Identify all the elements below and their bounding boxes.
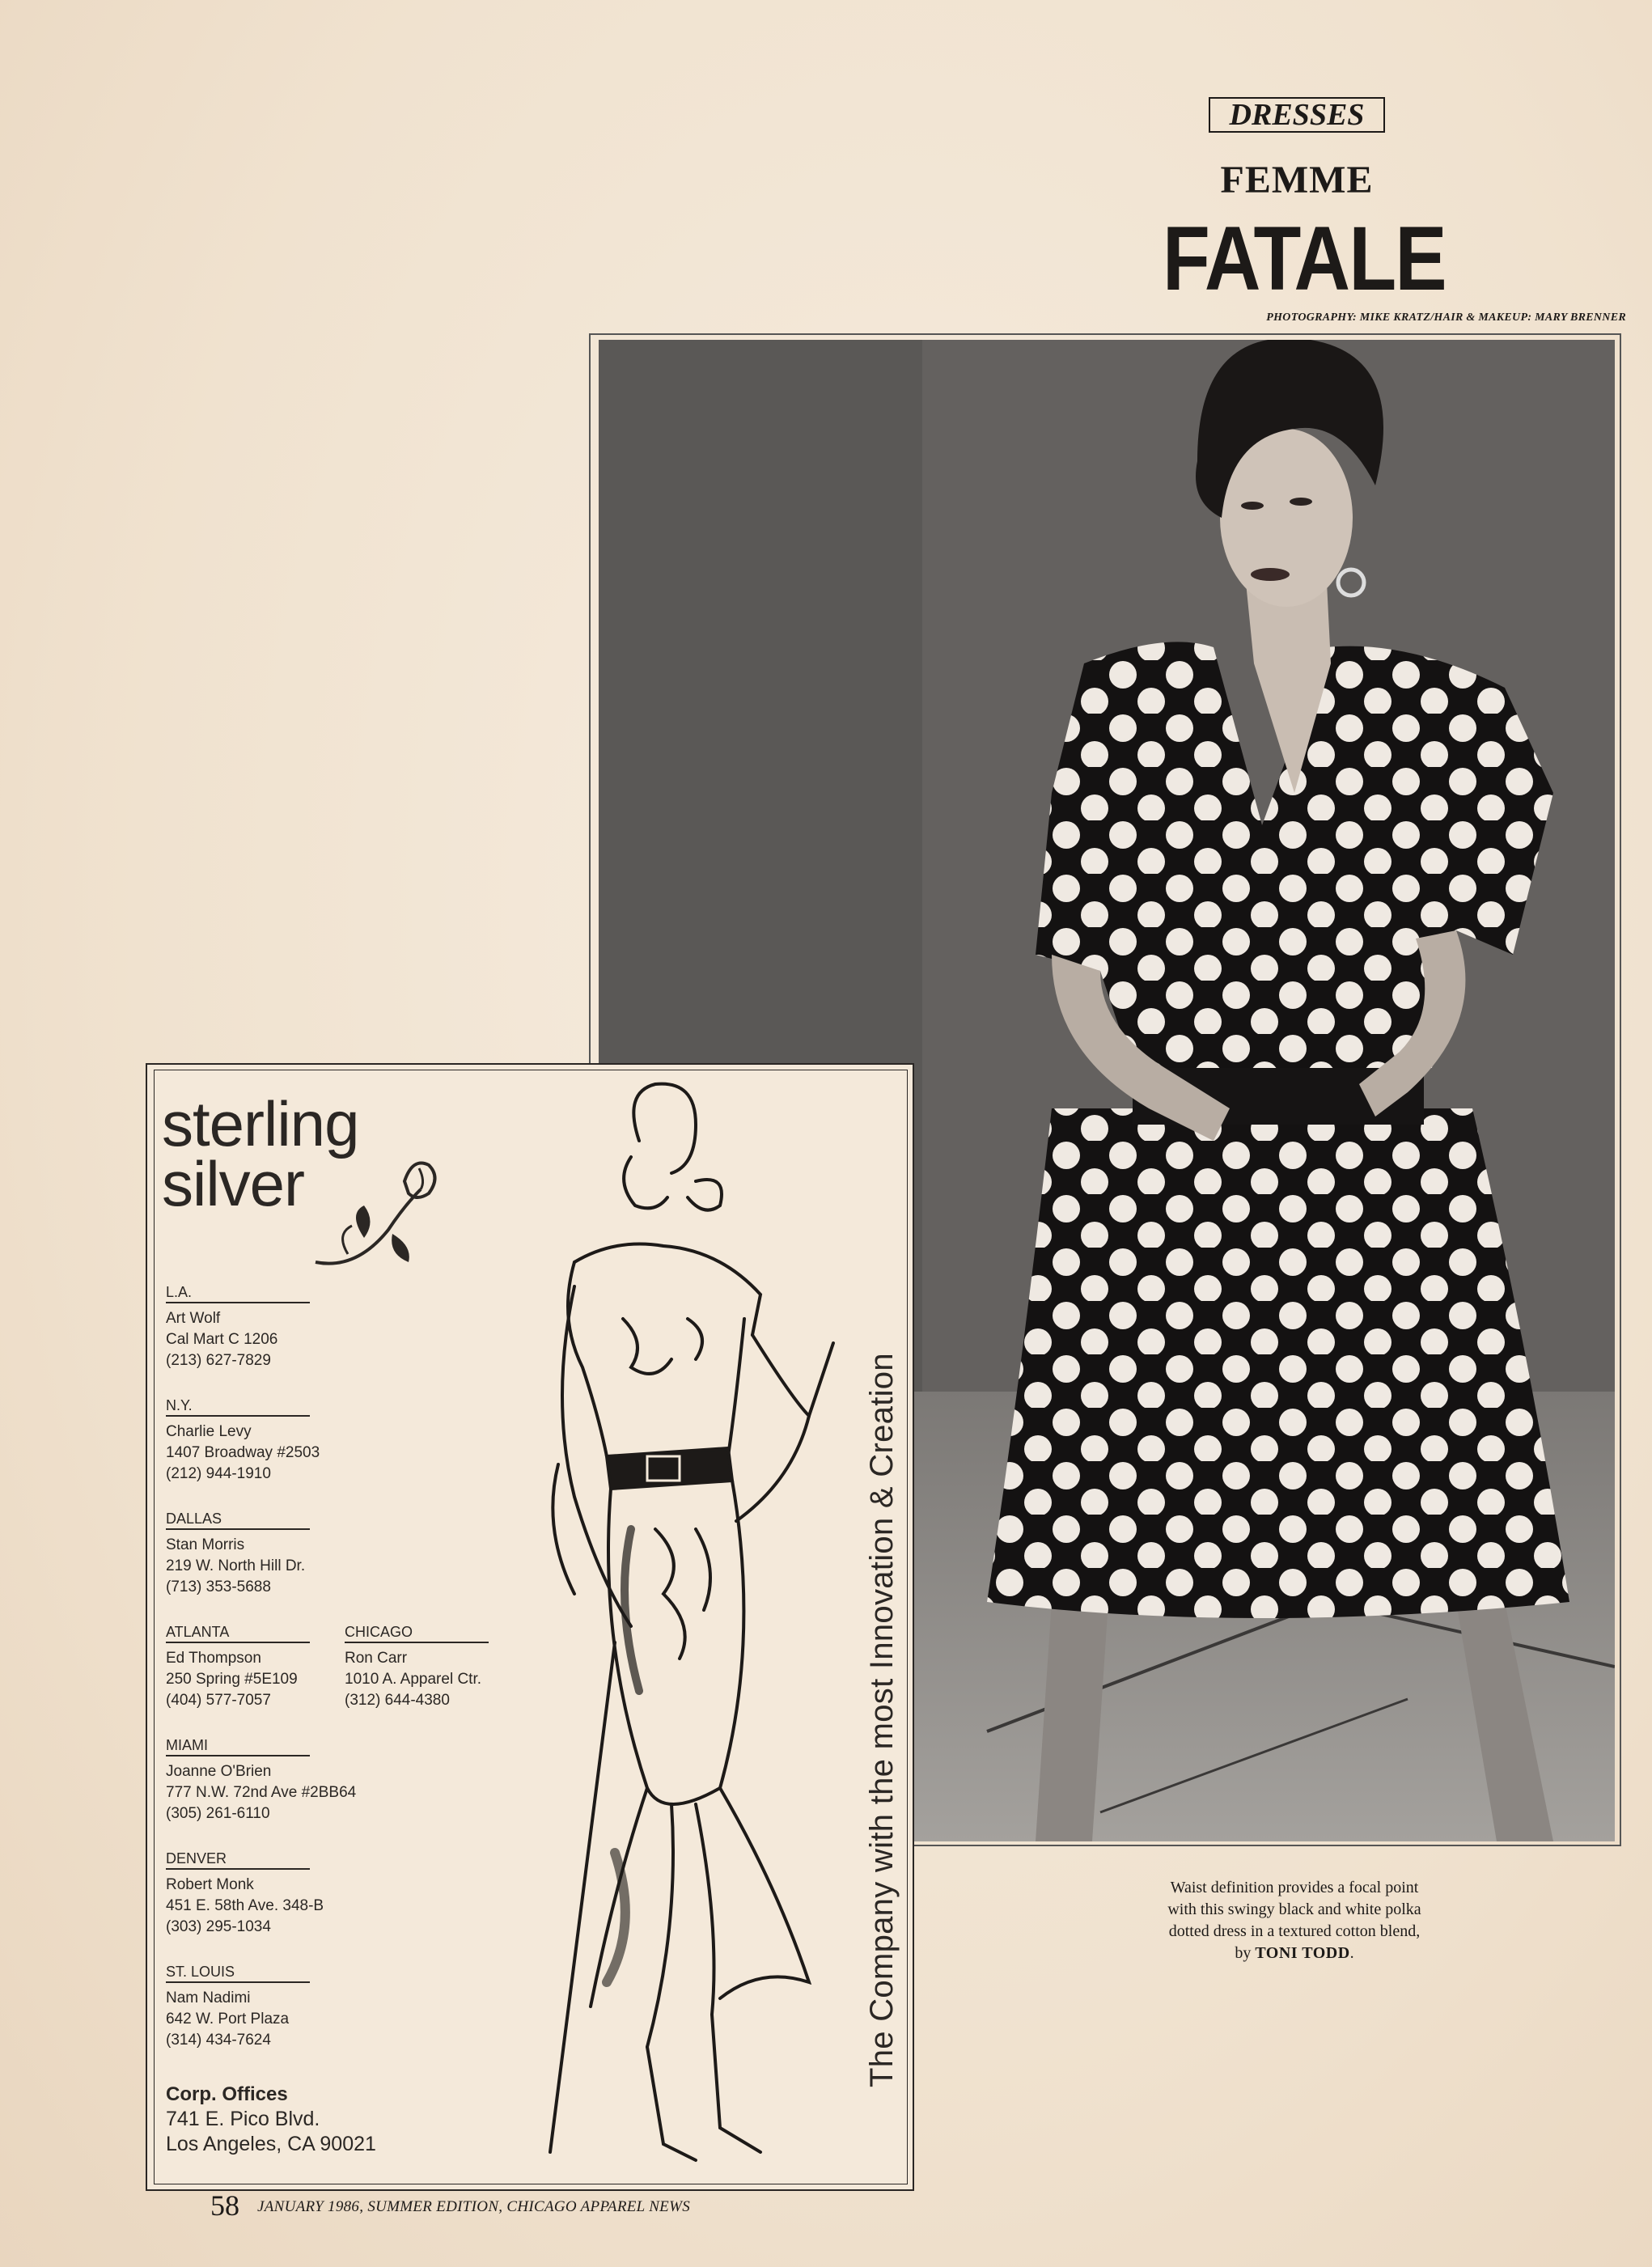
rep-name: Robert Monk (166, 1876, 254, 1893)
caption-line: dotted dress in a textured cotton blend, (1168, 1922, 1421, 1940)
brand-line: silver (162, 1148, 305, 1219)
rep-name: Charlie Levy (166, 1423, 252, 1440)
caption-period: . (1349, 1944, 1354, 1962)
rep-phone: (404) 577-7057 (166, 1692, 271, 1709)
rose-icon (307, 1157, 453, 1270)
rep-listing (166, 1736, 356, 1824)
rep-city: N.Y. (166, 1396, 310, 1417)
corporate-offices (166, 2083, 376, 2157)
rep-name: Ron Carr (345, 1650, 408, 1667)
rep-phone: (305) 261-6110 (166, 1805, 270, 1822)
ad-tagline: The Company with the most Innovation & Creation (864, 1353, 900, 2087)
rep-phone: (303) 295-1034 (166, 1918, 271, 1935)
rep-city: L.A. (166, 1283, 310, 1303)
publication-line: JANUARY 1986, SUMMER EDITION, CHICAGO APPAREL NEWS (257, 2198, 691, 2215)
rep-listing (166, 1510, 310, 1598)
rep-city: DENVER (166, 1850, 310, 1870)
rep-listing (166, 1963, 310, 2051)
designer-name: TONI TODD (1255, 1944, 1350, 1962)
caption-line: Waist definition provides a focal point (1170, 1879, 1419, 1896)
rep-address: 451 E. 58th Ave. 348-B (166, 1897, 324, 1914)
rep-city: DALLAS (166, 1510, 310, 1530)
corp-title: Corp. Offices (166, 2083, 288, 2105)
caption-line: with this swingy black and white polka (1167, 1900, 1421, 1918)
rep-address: 1407 Broadway #2503 (166, 1444, 320, 1461)
rep-address: 777 N.W. 72nd Ave #2BB64 (166, 1784, 357, 1801)
corp-city: Los Angeles, CA 90021 (166, 2133, 376, 2155)
rep-phone: (212) 944-1910 (166, 1465, 271, 1482)
rep-address: 250 Spring #5E109 (166, 1671, 298, 1688)
rep-name: Stan Morris (166, 1536, 245, 1553)
rep-address: 1010 A. Apparel Ctr. (345, 1671, 482, 1688)
rep-listing (166, 1850, 324, 1938)
brand-line: sterling (162, 1088, 359, 1159)
rep-city: MIAMI (166, 1736, 310, 1756)
photo-credits: PHOTOGRAPHY: MIKE KRATZ/HAIR & MAKEUP: MARY BRENNER (1266, 311, 1626, 324)
rep-phone: (713) 353-5688 (166, 1578, 271, 1595)
rep-city: CHICAGO (345, 1623, 489, 1643)
rep-phone: (314) 434-7624 (166, 2032, 271, 2049)
rep-listing (166, 1396, 320, 1485)
rep-listing (166, 1283, 310, 1371)
rep-name: Art Wolf (166, 1310, 221, 1327)
rep-address: 642 W. Port Plaza (166, 2011, 290, 2028)
corp-address: 741 E. Pico Blvd. (166, 2108, 320, 2130)
caption-line (1108, 1943, 1480, 1964)
fashion-sketch (453, 1076, 841, 2176)
section-tag: DRESSES (1209, 97, 1385, 133)
rep-listing (166, 1623, 310, 1711)
rep-address: Cal Mart C 1206 (166, 1331, 278, 1348)
rep-address: 219 W. North Hill Dr. (166, 1557, 306, 1574)
rep-name: Ed Thompson (166, 1650, 261, 1667)
rep-name: Joanne O'Brien (166, 1763, 272, 1780)
rep-name: Nam Nadimi (166, 1989, 251, 2006)
rep-city: ST. LOUIS (166, 1963, 310, 1983)
rep-city: ATLANTA (166, 1623, 310, 1643)
rep-phone: (213) 627-7829 (166, 1352, 271, 1369)
rep-phone: (312) 644-4380 (345, 1692, 450, 1709)
article-kicker: FEMME (1220, 159, 1374, 201)
page-number: 58 (210, 2189, 239, 2222)
caption-by: by (1235, 1944, 1256, 1962)
article-headline: FATALE (1163, 208, 1446, 309)
photo-caption (1108, 1877, 1480, 1964)
